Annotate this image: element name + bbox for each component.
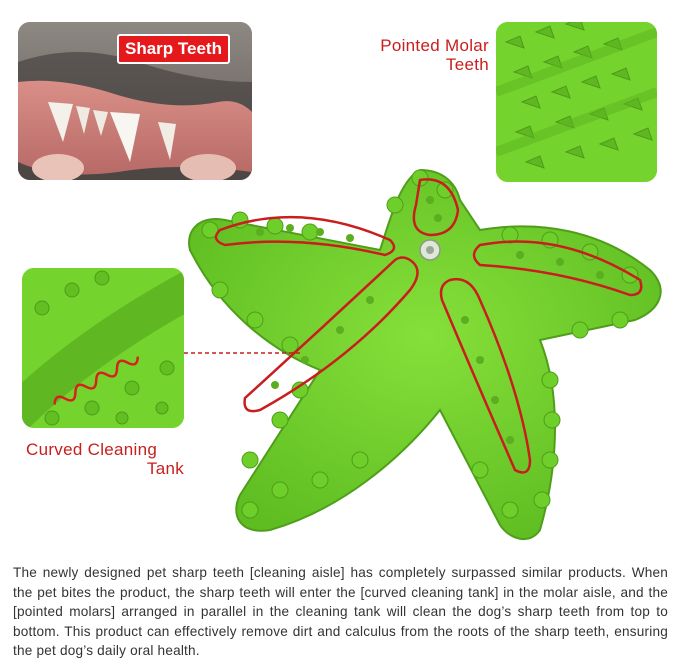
curved-tank-label: [26, 440, 186, 478]
product-description: The newly designed pet sharp teeth [cleaning aisle] has completely surpassed similar products. When the pet bites the product, the sharp teeth will enter the [curved cleaning tank] in the molar aisle, and the [pointed molars] arranged in parallel in the cleaning tank will clean the dog’s sharp teeth from top to bottom. This product can effectively remove dirt and calculus from the roots of the sharp teeth, ensuring the pet dog’s daily oral health.: [13, 565, 668, 658]
pointed-molar-label: [351, 36, 489, 74]
molar-teeth-illustration: [496, 22, 657, 182]
pointed-molar-closeup: [496, 22, 657, 182]
curved-tank-label-line1: Curved Cleaning: [26, 440, 158, 459]
curved-tank-illustration: [22, 268, 184, 428]
tank-leader-line: [184, 350, 304, 356]
pointed-molar-label-line1: Pointed Molar: [380, 36, 489, 55]
curved-tank-closeup: [22, 268, 184, 428]
curved-tank-label-line2: Tank: [146, 459, 184, 478]
sharp-teeth-badge: Sharp Teeth: [117, 34, 230, 64]
pointed-molar-label-line2: Teeth: [445, 55, 489, 74]
